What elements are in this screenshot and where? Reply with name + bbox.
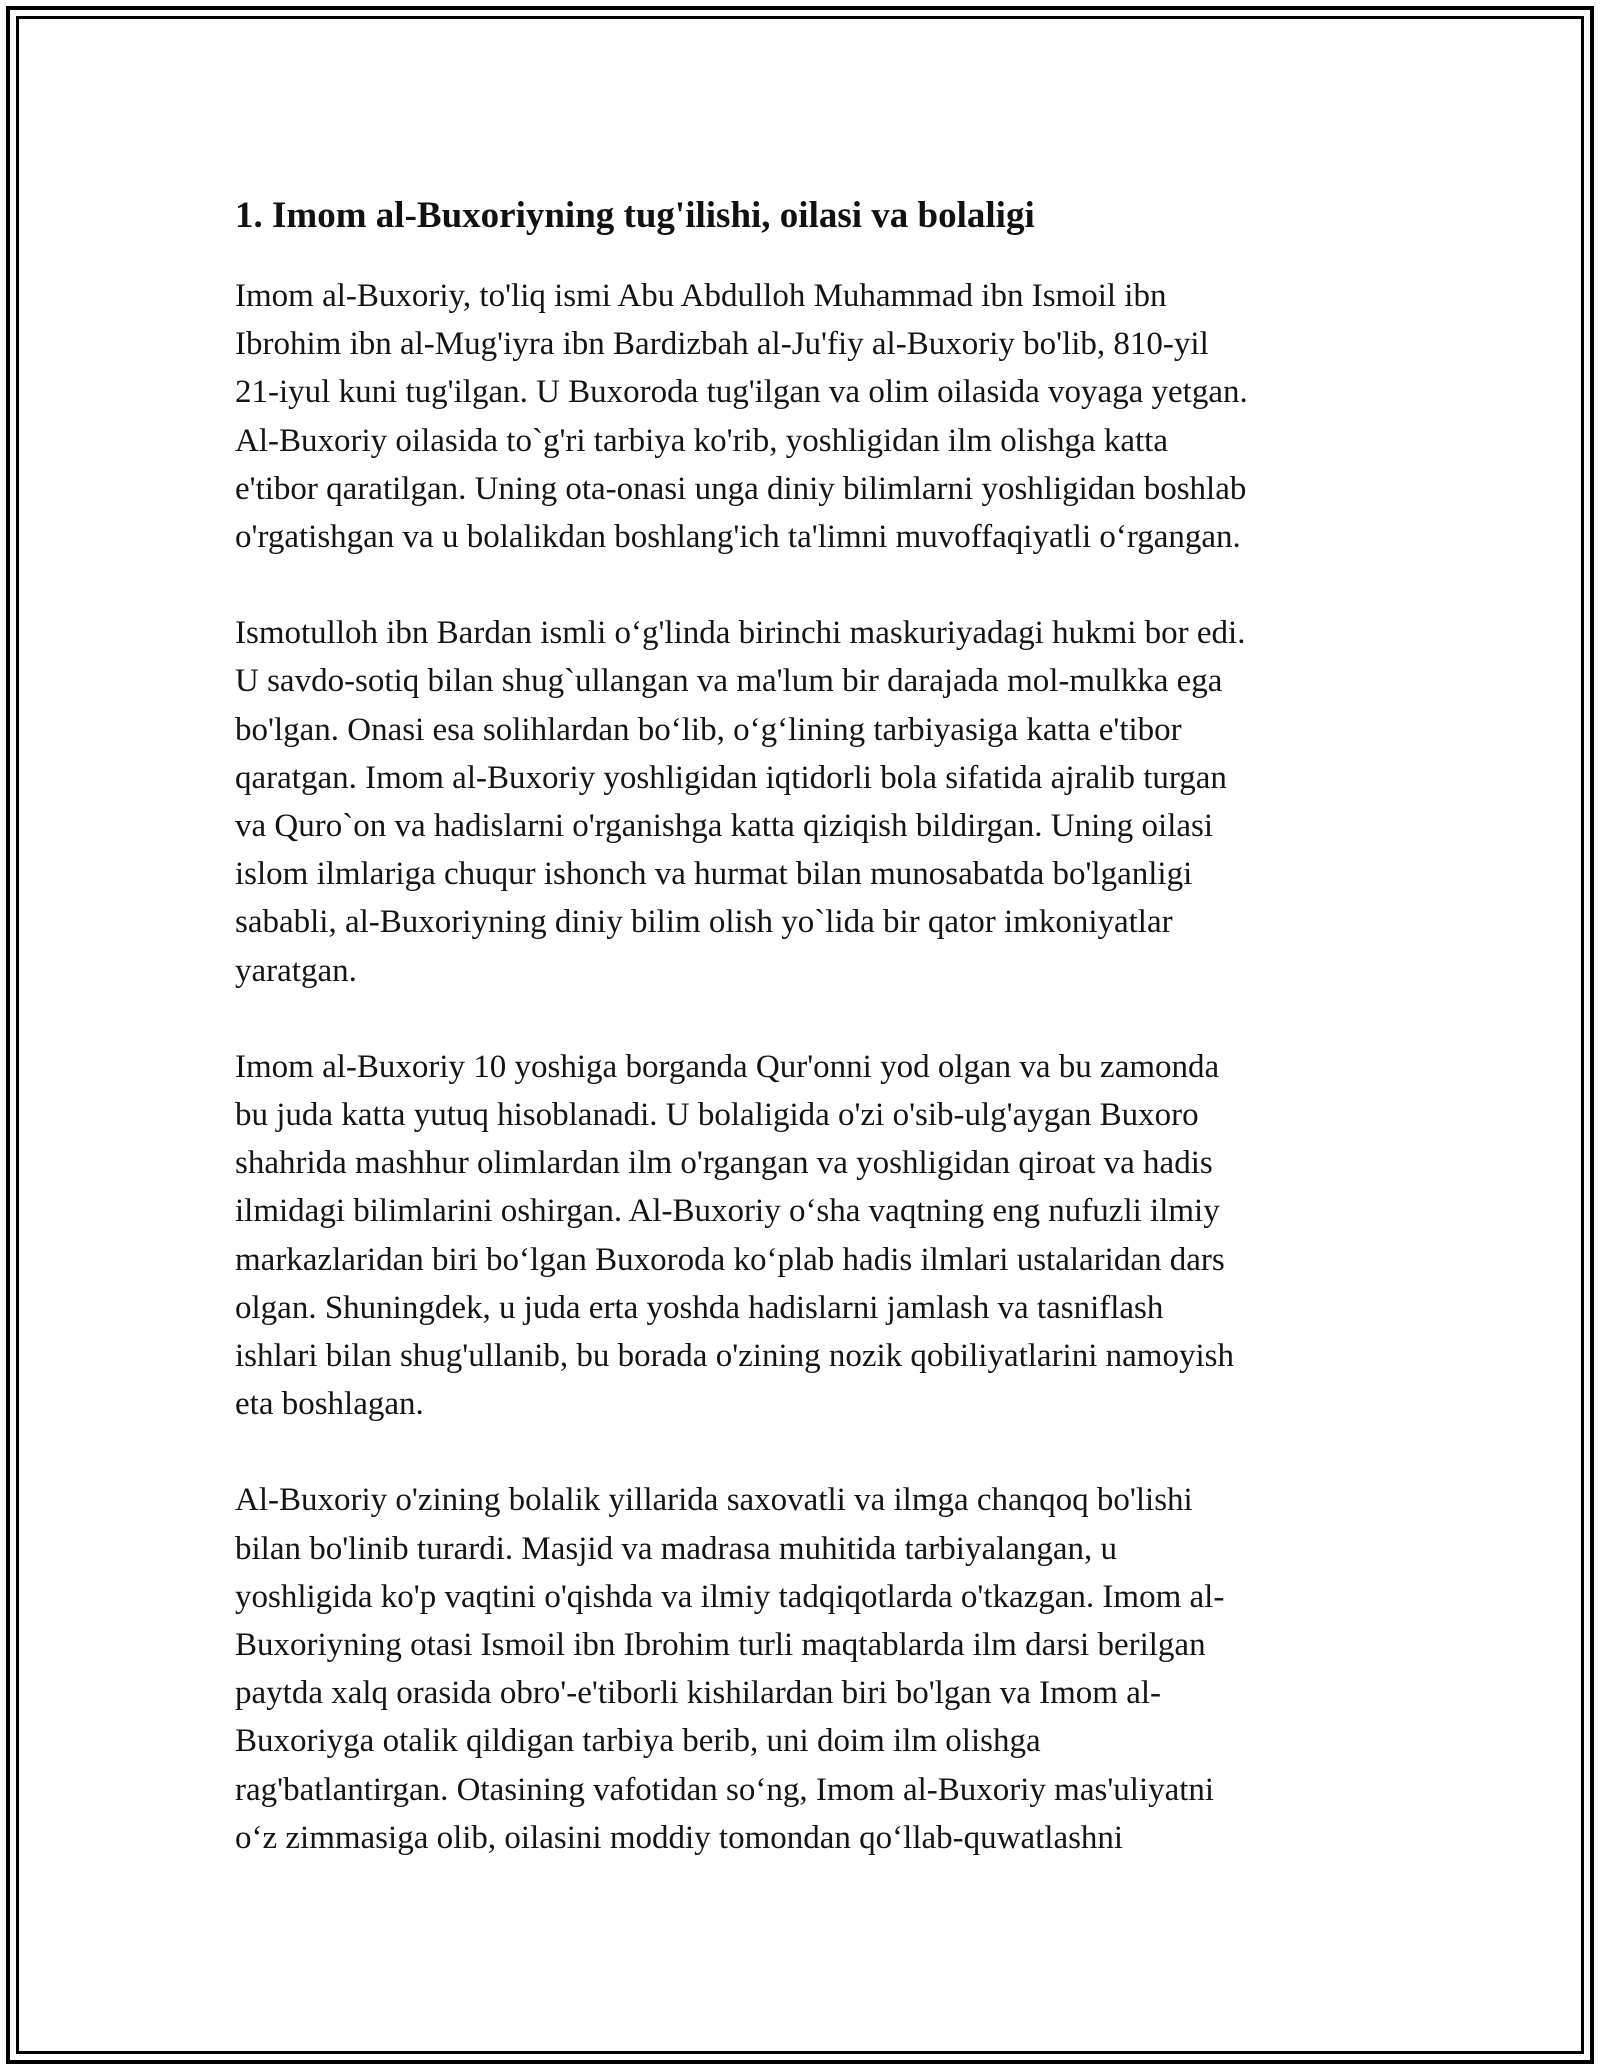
paragraph-birth-family: Imom al-Buxoriy, to'liq ismi Abu Abdulloh Muhammad ibn Ismoil ibn Ibrohim ibn al-Mug'iyra ibn Bardizbah al-Ju'fiy al-Buxoriy bo'lib, 810-yil 21-iyul kuni tug'ilgan. U Buxoroda tug'ilgan va olim oilasida voyaga yetgan. Al-Buxoriy oilasida to`g'ri tarbiya ko'rib, yoshligidan ilm olishga katta e'tibor qaratilgan. Uning ota-onasi unga diniy bilimlarni yoshligidan boshlab o'rgatishgan va u bolalikdan boshlang'ich ta'limni muvoffaqiyatli o‘rgangan. bbox=[235, 278, 1248, 556]
section-title: 1. Imom al-Buxoriyning tug'ilishi, oilasi va bolaligi bbox=[235, 195, 1035, 236]
paragraph-childhood-years: Al-Buxoriy o'zining bolalik yillarida saxovatli va ilmga chanqoq bo'lishi bilan bo'linib turardi. Masjid va madrasa muhitida tarbiyalangan, u yoshligida ko'p vaqtini o'qishda va ilmiy tadqiqotlarda o'tkazgan. Imom al- Buxoriyning otasi Ismoil ibn Ibrohim turli maqtablarda ilm darsi berilgan paytda xalq orasida obro'-e'tiborli kishilardan biri bo'lgan va Imom al- Buxoriyga otalik qildigan tarbiya berib, uni doim ilm olishga rag'batlantirgan. Otasining vafotidan so‘ng, Imom al-Buxoriy mas'uliyatni o‘z zimmasiga olib, oilasini moddiy tomondan qo‘llab-quwatlashni bbox=[235, 1482, 1225, 1856]
paragraph-parents: Ismotulloh ibn Bardan ismli o‘g'linda birinchi maskuriyadagi hukmi bor edi. U savdo-sotiq bilan shug`ullangan va ma'lum bir darajada mol-mulkka ega bo'lgan. Onasi esa solihlardan bo‘lib, o‘g‘lining tarbiyasiga katta e'tibor qaratgan. Imom al-Buxoriy yoshligidan iqtidorli bola sifatida ajralib turgan va Quro`on va hadislarni o'rganishga katta qiziqish bildirgan. Uning oilasi islom ilmlariga chuqur ishonch va hurmat bilan munosabatda bo'lganligi sababli, al-Buxoriyning diniy bilim olish yo`lida bir qator imkoniyatlar yaratgan. bbox=[235, 615, 1246, 989]
paragraph-early-education: Imom al-Buxoriy 10 yoshiga borganda Qur'onni yod olgan va bu zamonda bu juda katta yutuq hisoblanadi. U bolaligida o'zi o'sib-ulg'aygan Buxoro shahrida mashhur olimlardan ilm o'rgangan va yoshligidan qiroat va hadis ilmidagi bilimlarini oshirgan. Al-Buxoriy o‘sha vaqtning eng nufuzli ilmiy markazlaridan biri bo‘lgan Buxoroda ko‘plab hadis ilmlari ustalaridan dars olgan. Shuningdek, u juda erta yoshda hadislarni jamlash va tasniflash ishlari bilan shug'ullanib, bu borada o'zining nozik qobiliyatlarini namoyish eta boshlagan. bbox=[235, 1048, 1234, 1423]
document-body bbox=[235, 188, 1365, 1910]
